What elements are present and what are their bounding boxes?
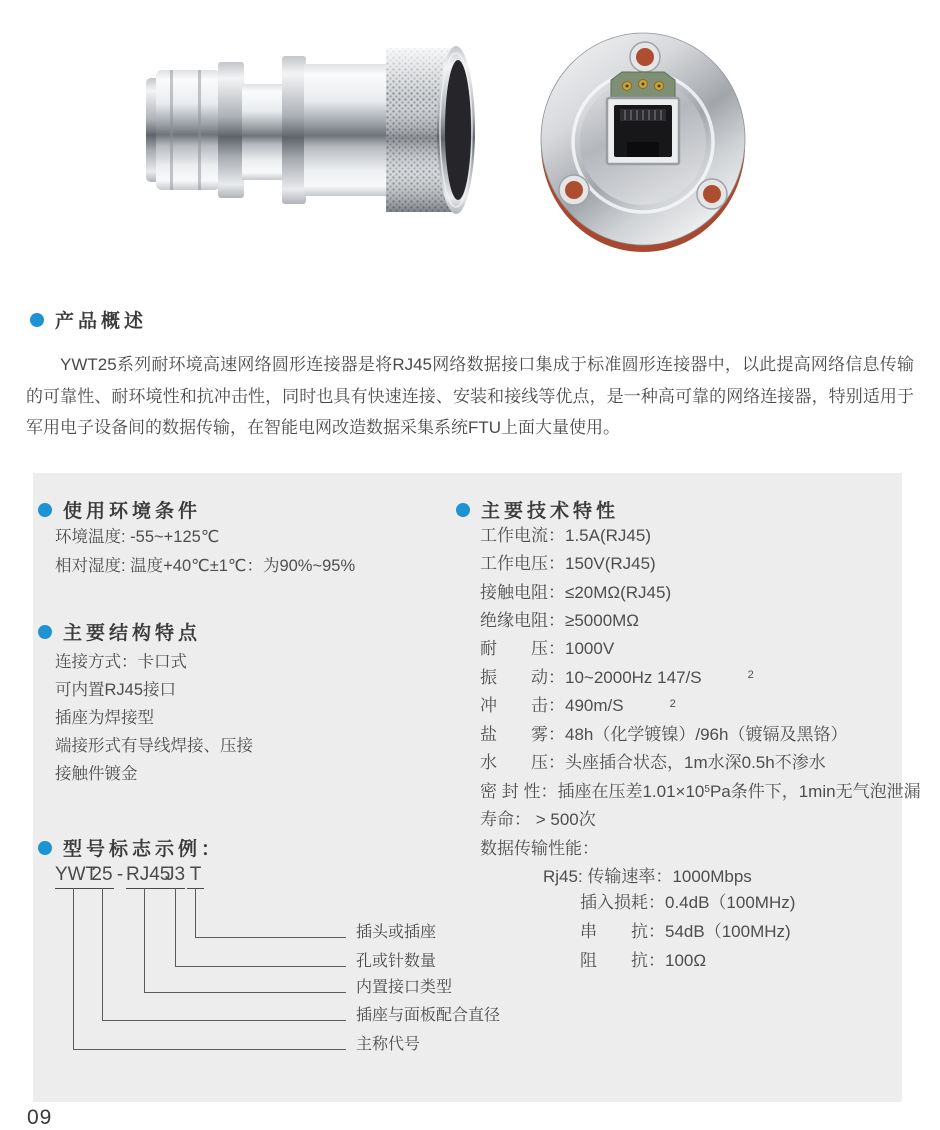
model-header <box>38 834 224 861</box>
model-segment-25: 25 <box>90 864 114 889</box>
tech-row: 寿命： > 500次 <box>480 810 596 830</box>
model-segment-ywt: YWT <box>55 864 93 889</box>
diagram-label: 插座与面板配合直径 <box>356 1007 501 1024</box>
bullet-icon <box>38 503 52 517</box>
structure-title: 主要结构特点 <box>63 623 202 644</box>
model-segment-t: T <box>187 864 204 889</box>
environment-list <box>55 521 355 578</box>
structure-list <box>55 646 253 786</box>
tech-list <box>480 519 921 860</box>
mounting-hole <box>559 175 589 205</box>
diagram-label: 内置接口类型 <box>356 979 453 996</box>
model-segment-rj45: RJ45 <box>126 864 166 889</box>
transmission-item: 串 抗：54dB（100MHz) <box>580 922 791 941</box>
structure-item: 接触件镀金 <box>55 765 138 783</box>
tech-row: 振 动：10~2000Hz 147/S 2 <box>480 667 754 687</box>
transmission-lead: Rj45: 传输速率：1000Mbps <box>543 867 752 886</box>
diagram-line-ywt <box>73 888 346 1050</box>
tech-row: 工作电压：150V(RJ45) <box>480 554 656 574</box>
panel-socket-photo <box>539 30 749 254</box>
diagram-label: 主称代号 <box>356 1036 421 1053</box>
diagram-label: 插头或插座 <box>356 924 437 941</box>
structure-header <box>38 618 201 645</box>
overview-title: 产品概述 <box>55 311 148 332</box>
transmission-list <box>580 886 795 973</box>
transmission-item: 阻 抗：100Ω <box>580 951 707 970</box>
bullet-icon <box>30 313 44 327</box>
structure-item: 端接形式有导线焊接、压接 <box>55 737 253 755</box>
structure-item: 插座为焊接型 <box>55 709 154 727</box>
environment-item: 相对湿度: 温度+40℃±1℃：为90%~95% <box>55 556 356 575</box>
mounting-hole <box>630 42 660 72</box>
model-separator: - <box>116 864 124 885</box>
overview-paragraph: YWT25系列耐环境高速网络圆形连接器是将RJ45网络数据接口集成于标准圆形连接器中，以此提高网络信息传输的可靠性、耐环境性和抗冲击性，同时也具有快速连接、安装和接线等优点，是一种高可靠的网络连接器，特别适用于军用电子设备间的数据传输，在智能电网改造数据采集系统FTU上面大量使用。 <box>26 355 914 437</box>
tech-row: 盐 雾：48h（化学镀镍）/96h（镀镉及黑铬） <box>480 724 848 744</box>
model-title: 型号标志示例： <box>63 839 225 860</box>
overview-header <box>30 306 147 333</box>
mounting-hole <box>697 179 727 209</box>
model-segment-j3: J3 <box>165 864 185 889</box>
environment-title: 使用环境条件 <box>63 501 202 522</box>
environment-item: 环境温度: -55~+125℃ <box>55 528 220 547</box>
structure-item: 连接方式：卡口式 <box>55 653 187 671</box>
tech-row: 水 压：头座插合状态，1m水深0.5h不渗水 <box>480 753 826 773</box>
transmission-item: 插入损耗：0.4dB（100MHz) <box>580 893 796 912</box>
bullet-icon <box>38 841 52 855</box>
tech-row: 绝缘电阻：≥5000MΩ <box>480 611 640 631</box>
tech-row: 数据传输性能： <box>480 838 599 858</box>
tech-row: 密 封 性：插座在压差1.01×10 5 Pa条件下，1min无气泡泄漏 <box>480 781 921 801</box>
structure-item: 可内置RJ45接口 <box>55 681 177 699</box>
environment-header <box>38 496 201 523</box>
connector-plug-photo <box>146 44 476 216</box>
tech-row: 工作电流：1.5A(RJ45) <box>480 525 651 545</box>
page-number: 09 <box>27 1106 53 1129</box>
bullet-icon <box>456 503 470 517</box>
tech-row: 耐 压：1000V <box>480 639 615 659</box>
tech-row: 接触电阻：≤20MΩ(RJ45) <box>480 582 672 602</box>
bullet-icon <box>38 625 52 639</box>
tech-row: 冲 击：490m/S 2 <box>480 696 676 716</box>
tech-title: 主要技术特性 <box>481 501 620 522</box>
diagram-label: 孔或针数量 <box>356 953 437 970</box>
